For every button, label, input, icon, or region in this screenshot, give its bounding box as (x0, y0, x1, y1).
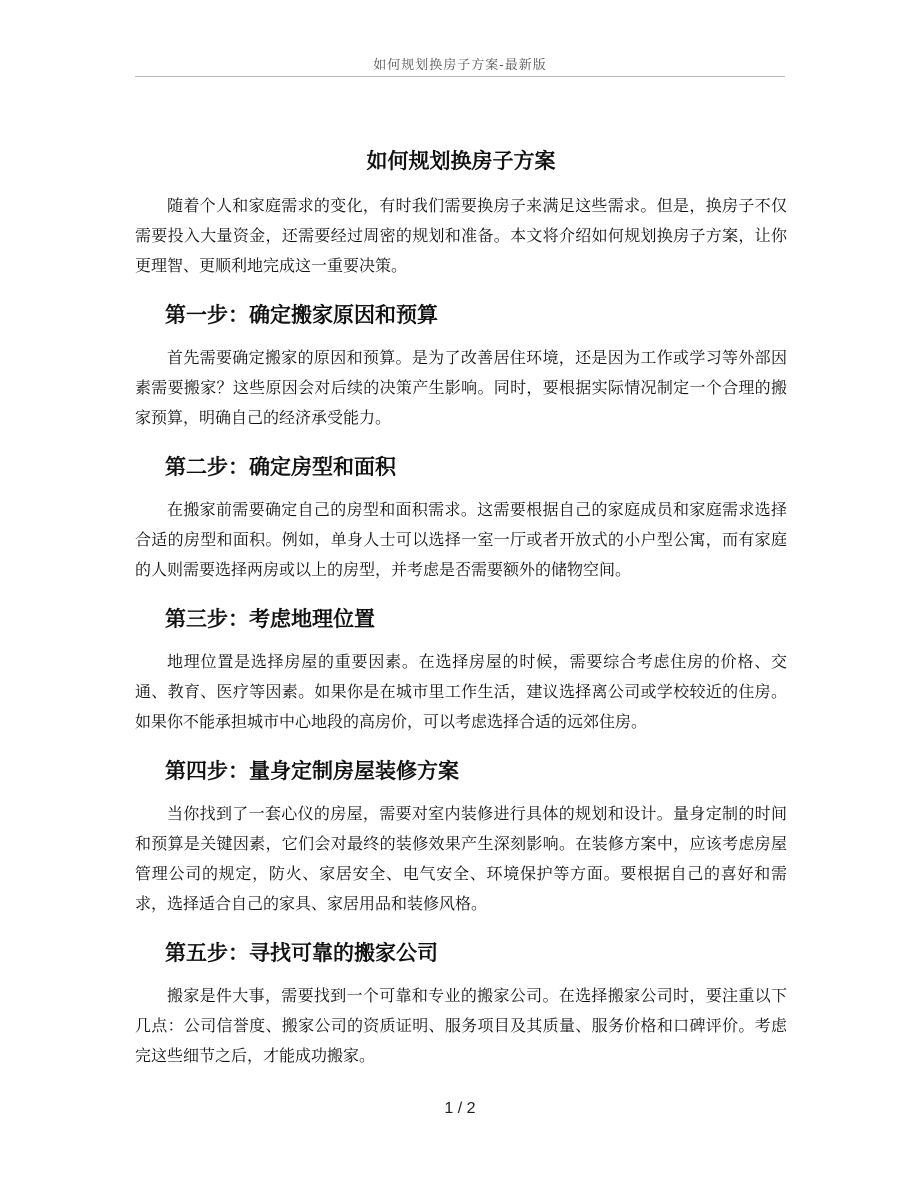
document-title: 如何规划换房子方案 (366, 148, 556, 173)
step-2-heading: 第二步：确定房型和面积 (165, 455, 396, 479)
step-1-heading: 第一步：确定搬家原因和预算 (165, 303, 438, 327)
step-5-heading: 第五步：寻找可靠的搬家公司 (165, 941, 438, 965)
step-1-paragraph: 首先需要确定搬家的原因和预算。是为了改善居住环境，还是因为工作或学习等外部因素需要搬家？这些原因会对后续的决策产生影响。同时，要根据实际情况制定一个合理的搬家预算，明确自己的经济承受能力。 (135, 348, 787, 427)
document-body (135, 145, 787, 1071)
intro-paragraph: 随着个人和家庭需求的变化，有时我们需要换房子来满足这些需求。但是，换房子不仅需要投入大量资金，还需要经过周密的规划和准备。本文将介绍如何规划换房子方案，让你更理智、更顺利地完成这一重要决策。 (135, 196, 787, 275)
page-header: 如何规划换房子方案-最新版 (373, 58, 547, 73)
step-3-heading: 第三步：考虑地理位置 (165, 607, 375, 631)
step-3-paragraph: 地理位置是选择房屋的重要因素。在选择房屋的时候，需要综合考虑住房的价格、交通、教育、医疗等因素。如果你是在城市里工作生活，建议选择离公司或学校较近的住房。如果你不能承担城市中心地段的高房价，可以考虑选择合适的远郊住房。 (135, 652, 787, 731)
step-2-paragraph: 在搬家前需要确定自己的房型和面积需求。这需要根据自己的家庭成员和家庭需求选择合适的房型和面积。例如，单身人士可以选择一室一厅或者开放式的小户型公寓，而有家庭的人则需要选择两房或以上的房型，并考虑是否需要额外的储物空间。 (135, 500, 787, 579)
step-5-paragraph: 搬家是件大事，需要找到一个可靠和专业的搬家公司。在选择搬家公司时，要注重以下几点：公司信誉度、搬家公司的资质证明、服务项目及其质量、服务价格和口碑评价。考虑完这些细节之后，才能成功搬家。 (135, 986, 787, 1065)
page-number: 1 / 2 (444, 1100, 476, 1117)
step-4-heading: 第四步：量身定制房屋装修方案 (165, 759, 459, 783)
header-divider (135, 76, 785, 77)
step-4-paragraph: 当你找到了一套心仪的房屋，需要对室内装修进行具体的规划和设计。量身定制的时间和预算是关键因素，它们会对最终的装修效果产生深刻影响。在装修方案中，应该考虑房屋管理公司的规定，防火、家居安全、电气安全、环境保护等方面。要根据自己的喜好和需求，选择适合自己的家具、家居用品和装修风格。 (135, 804, 787, 913)
